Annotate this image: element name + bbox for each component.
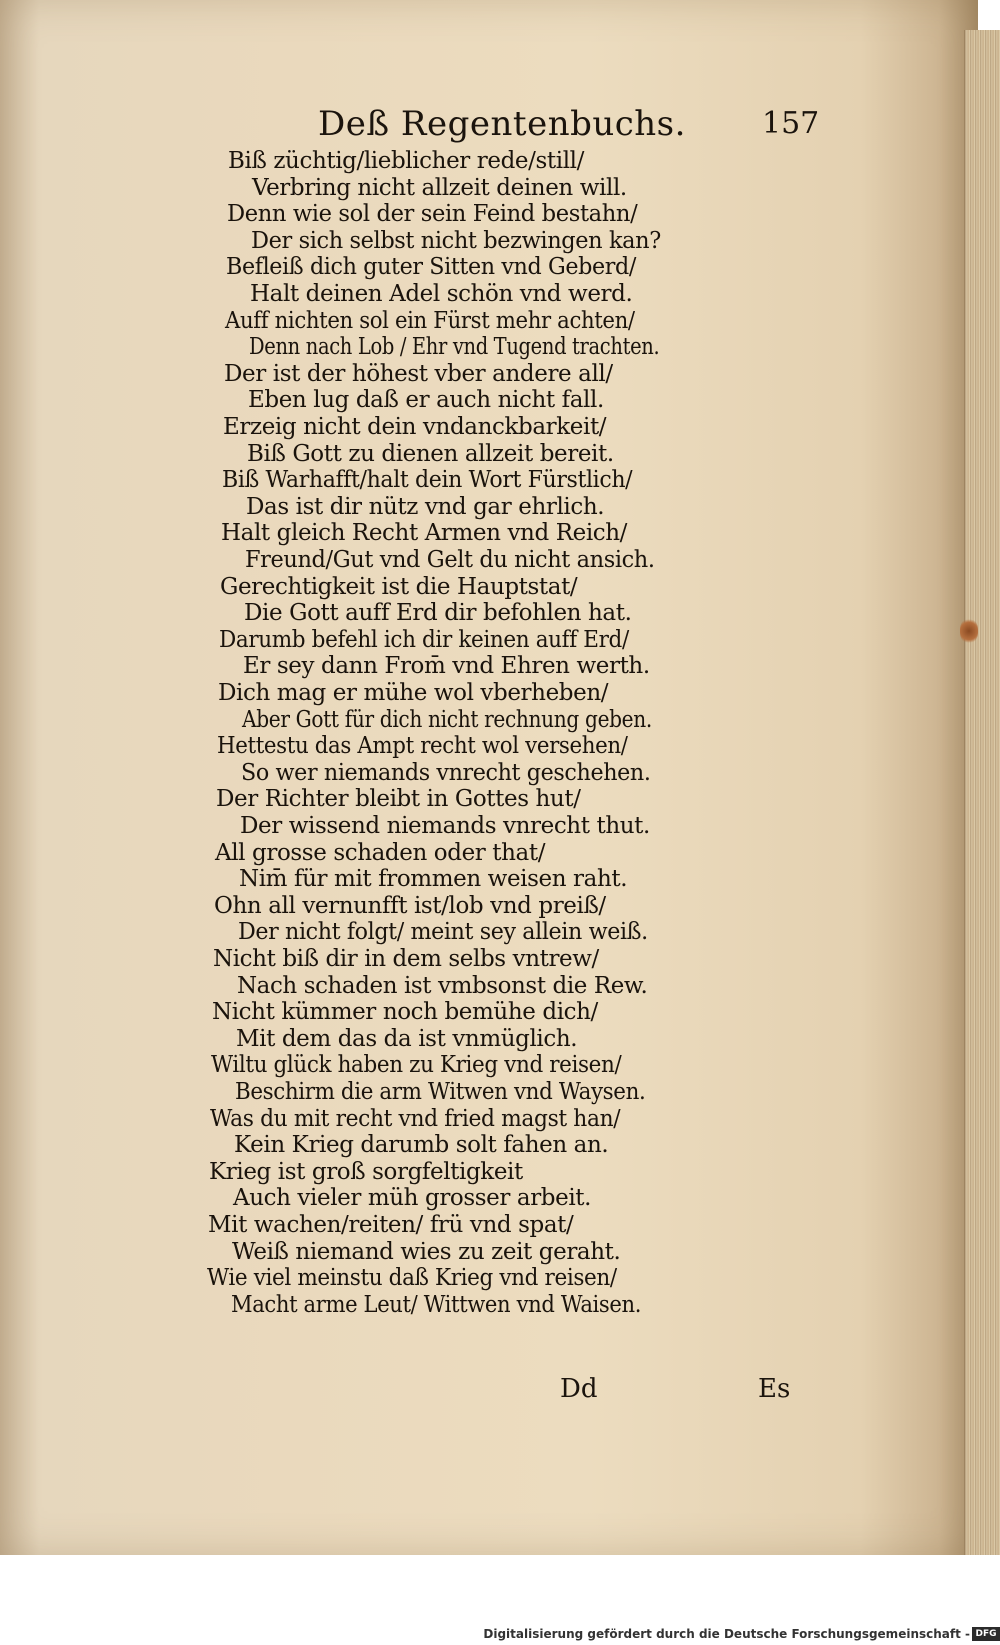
verse-line: Gerechtigkeit ist die Hauptstat/ [220,573,578,600]
paper-stain [960,618,978,644]
verse-line: Biß züchtig/lieblicher rede/still/ [228,148,584,174]
verse-line: All grosse schaden oder that/ [215,839,546,866]
verse-line: Mit dem das da ist vnmüglich. [236,1025,578,1052]
verse-line: Freund/Gut vnd Gelt du nicht ansich. [245,547,655,573]
verse-line: Dich mag er mühe wol vberheben/ [218,680,609,706]
verse-line: Wiltu glück haben zu Krieg vnd reisen/ [211,1052,622,1079]
funding-credit: Digitalisierung gefördert durch die Deutsche Forschungsgemeinschaft - [483,1627,970,1641]
page-edges [964,30,1000,1555]
verse-line: Der ist der höhest vber andere all/ [224,360,613,387]
verse-line: Biß Warhafft/halt dein Wort Fürstlich/ [222,467,633,494]
verse-line: Krieg ist groß sorgfeltigkeit [209,1158,523,1185]
verse-line: Auch vieler müh grosser arbeit. [233,1185,592,1212]
page-header [0,104,978,144]
signature-mark: Dd [560,1374,598,1404]
verse-line: Halt deinen Adel schön vnd werd. [250,281,633,307]
verse-line: Der Richter bleibt in Gottes hut/ [216,786,581,813]
verse-line: Weiß niemand wies zu zeit geraht. [232,1238,621,1265]
catchword: Es [758,1374,791,1404]
verse-line: Der sich selbst nicht bezwingen kan? [251,227,661,254]
verse-line: Macht arme Leut/ Wittwen vnd Waisen. [231,1291,642,1318]
verse-line: Die Gott auff Erd dir befohlen hat. [244,600,632,627]
footer-bar [0,1625,1000,1645]
verse-line: Halt gleich Recht Armen vnd Reich/ [221,520,628,547]
verse-line: Denn nach Lob / Ehr vnd Tugend trachten. [249,334,660,361]
verse-line: Der nicht folgt/ meint sey allein weiß. [238,919,648,946]
verse-line: Das ist dir nütz vnd gar ehrlich. [246,493,605,520]
verse-line: Mit wachen/reiten/ frü vnd spat/ [208,1212,574,1238]
verse-line: Der wissend niemands vnrecht thut. [240,813,650,839]
verse-line: Nach schaden ist vmbsonst die Rew. [237,972,648,999]
verse-line: Biß Gott zu dienen allzeit bereit. [247,440,614,467]
verse-line: Darumb befehl ich dir keinen auff Erd/ [219,626,629,653]
verse-line: Aber Gott für dich nicht rechnung geben. [242,706,652,733]
verse-line: Was du mit recht vnd fried magst han/ [210,1105,621,1132]
verse-line: Befleiß dich guter Sitten vnd Geberd/ [226,254,636,281]
verse-line: Auff nichten sol ein Fürst mehr achten/ [225,307,635,334]
verse-line: Nim̄ für mit frommen weisen raht. [239,866,628,893]
running-title: Deß Regentenbuchs. [318,104,686,144]
verse-line: Nicht biß dir in dem selbs vntrew/ [213,946,599,972]
verse-line: Verbring nicht allzeit deinen will. [252,174,627,201]
verse-line: Kein Krieg darumb solt fahen an. [234,1132,609,1159]
verse-line: Ohn all vernunfft ist/lob vnd preiß/ [214,892,606,919]
verse-line: So wer niemands vnrecht geschehen. [241,759,651,786]
verse-line: Wie viel meinstu daß Krieg vnd reisen/ [207,1265,617,1292]
verse-line: Hettestu das Ampt recht wol versehen/ [217,733,628,760]
verse-line: Er sey dann From̄ vnd Ehren werth. [243,653,650,680]
verse-line: Denn wie sol der sein Feind bestahn/ [227,201,638,228]
dfg-logo: DFG [972,1627,1000,1641]
verse-line: Beschirm die arm Witwen vnd Waysen. [235,1079,646,1105]
verse-line: Eben lug daß er auch nicht fall. [248,387,604,414]
verse-line: Nicht kümmer noch bemühe dich/ [212,999,598,1026]
verse-line: Erzeig nicht dein vndanckbarkeit/ [223,414,607,440]
page-number: 157 [762,106,820,141]
